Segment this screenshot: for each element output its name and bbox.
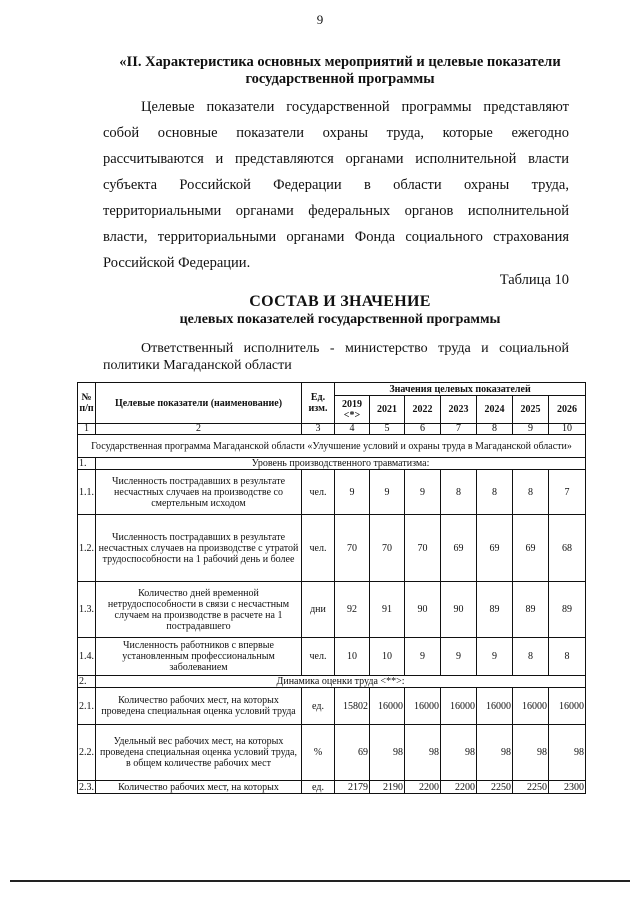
header-year: 2023 (441, 396, 477, 424)
row-value: 2250 (513, 781, 549, 794)
row-value: 8 (477, 470, 513, 515)
row-num: 2.2. (78, 725, 96, 781)
row-value: 2300 (549, 781, 586, 794)
row-name: Численность пострадавших в результате несчастных случаев на производстве со смертельным исходом (96, 470, 302, 515)
header-year: 2025 (513, 396, 549, 424)
program-title-row: Государственная программа Магаданской области «Улучшение условий и охраны труда в Магаданской области» (78, 435, 586, 458)
row-value: 8 (549, 638, 586, 676)
header-year: 2022 (405, 396, 441, 424)
header-year: 2021 (370, 396, 405, 424)
row-value: 98 (370, 725, 405, 781)
row-value: 9 (405, 638, 441, 676)
row-name: Количество рабочих мест, на которых проведена специальная оценка условий труда (96, 688, 302, 725)
column-numbers-row (78, 424, 586, 435)
row-value: 90 (405, 582, 441, 638)
section-num: 2. (78, 676, 96, 688)
intro-text: Целевые показатели государственной программы представляют собой основные показатели охраны труда, которые ежегодно рассчитываются и представляются органами исполнительной власти субъекта Российской Федерации в области охраны труда, территориальными органами федеральных органов исполнительной власти, территориальными органами Фонда социального страхования Российской Федерации. (103, 99, 569, 271)
col-number: 4 (335, 424, 370, 435)
row-value: 98 (441, 725, 477, 781)
section-heading: «II. Характеристика основных мероприятий и целевые показатели государственной программы (119, 54, 561, 87)
section-title: Динамика оценки труда <**>: (96, 676, 586, 688)
row-num: 2.1. (78, 688, 96, 725)
header-year: 2026 (549, 396, 586, 424)
header-year: 2019 <*> (335, 396, 370, 424)
row-value: 16000 (405, 688, 441, 725)
row-unit: дни (302, 582, 335, 638)
table-label: Таблица 10 (499, 272, 569, 288)
row-value: 8 (513, 638, 549, 676)
row-name: Численность пострадавших в результате несчастных случаев на производстве с утратой трудоспособности на 1 рабочий день и более (96, 515, 302, 582)
row-value: 9 (405, 470, 441, 515)
table-title (95, 292, 585, 328)
row-num: 1.1. (78, 470, 96, 515)
row-unit: ед. (302, 688, 335, 725)
row-value: 89 (477, 582, 513, 638)
row-value: 9 (370, 470, 405, 515)
row-value: 90 (441, 582, 477, 638)
table-row (78, 725, 586, 781)
header-num: № п/п (78, 383, 96, 424)
page-number: 9 (316, 12, 324, 27)
row-value: 2190 (370, 781, 405, 794)
row-name: Количество дней временной нетрудоспособности в связи с несчастным случаем на производстве в расчете на 1 пострадавшего (96, 582, 302, 638)
col-number: 10 (549, 424, 586, 435)
row-name: Количество рабочих мест, на которых (96, 781, 302, 794)
row-value: 98 (477, 725, 513, 781)
intro-paragraph (103, 94, 569, 276)
row-value: 2200 (441, 781, 477, 794)
row-value: 70 (335, 515, 370, 582)
row-value: 89 (549, 582, 586, 638)
row-value: 69 (335, 725, 370, 781)
row-name: Удельный вес рабочих мест, на которых проведена специальная оценка условий труда, в общем количестве рабочих мест (96, 725, 302, 781)
row-value: 91 (370, 582, 405, 638)
page-bottom-divider (10, 880, 630, 882)
section-row (78, 676, 586, 688)
indicators-table (77, 382, 586, 794)
row-value: 15802 (335, 688, 370, 725)
row-value: 8 (513, 470, 549, 515)
section-num: 1. (78, 458, 96, 470)
header-values-group: Значения целевых показателей (335, 383, 586, 396)
row-value: 9 (477, 638, 513, 676)
row-unit: чел. (302, 515, 335, 582)
table-title-main: СОСТАВ И ЗНАЧЕНИЕ (249, 293, 431, 310)
row-value: 69 (513, 515, 549, 582)
header-indicator: Целевые показатели (наименование) (96, 383, 302, 424)
row-value: 16000 (441, 688, 477, 725)
row-value: 69 (477, 515, 513, 582)
col-number: 1 (78, 424, 96, 435)
row-num: 1.3. (78, 582, 96, 638)
col-number: 2 (96, 424, 302, 435)
table-row (78, 582, 586, 638)
table-row (78, 470, 586, 515)
table-row (78, 638, 586, 676)
row-unit: % (302, 725, 335, 781)
row-value: 16000 (513, 688, 549, 725)
row-num: 2.3. (79, 781, 94, 793)
row-value: 98 (549, 725, 586, 781)
row-value: 89 (513, 582, 549, 638)
col-number: 6 (405, 424, 441, 435)
responsible-text: Ответственный исполнитель - министерство труда и социальной политики Магаданской области (103, 341, 569, 373)
row-value: 10 (370, 638, 405, 676)
row-num: 1.2. (78, 515, 96, 582)
col-number: 7 (441, 424, 477, 435)
row-value: 9 (335, 470, 370, 515)
table-header (78, 383, 586, 435)
responsible-executor (103, 340, 569, 374)
row-value: 98 (513, 725, 549, 781)
header-unit: Ед. изм. (302, 383, 335, 424)
section-title: Уровень производственного травматизма: (96, 458, 586, 470)
row-unit: ед. (302, 781, 335, 794)
col-number: 3 (302, 424, 335, 435)
row-value: 16000 (370, 688, 405, 725)
col-number: 8 (477, 424, 513, 435)
table-row (78, 688, 586, 725)
row-value: 7 (549, 470, 586, 515)
row-unit: чел. (302, 470, 335, 515)
row-value: 8 (441, 470, 477, 515)
row-value: 69 (441, 515, 477, 582)
row-value: 16000 (477, 688, 513, 725)
row-value: 92 (335, 582, 370, 638)
table-row (78, 515, 586, 582)
table-row (78, 781, 586, 794)
row-unit: чел. (302, 638, 335, 676)
row-value: 70 (405, 515, 441, 582)
row-value: 9 (441, 638, 477, 676)
section-row (78, 458, 586, 470)
row-value: 10 (335, 638, 370, 676)
header-year: 2024 (477, 396, 513, 424)
row-value: 98 (405, 725, 441, 781)
col-number: 5 (370, 424, 405, 435)
row-num: 1.4. (78, 638, 96, 676)
row-value: 2250 (477, 781, 513, 794)
row-value: 2200 (405, 781, 441, 794)
col-number: 9 (513, 424, 549, 435)
row-value: 16000 (549, 688, 586, 725)
row-value: 2179 (335, 781, 370, 794)
row-name: Численность работников с впервые установленным профессиональным заболеванием (96, 638, 302, 676)
row-value: 68 (549, 515, 586, 582)
table-title-sub: целевых показателей государственной программы (179, 312, 501, 327)
row-value: 70 (370, 515, 405, 582)
